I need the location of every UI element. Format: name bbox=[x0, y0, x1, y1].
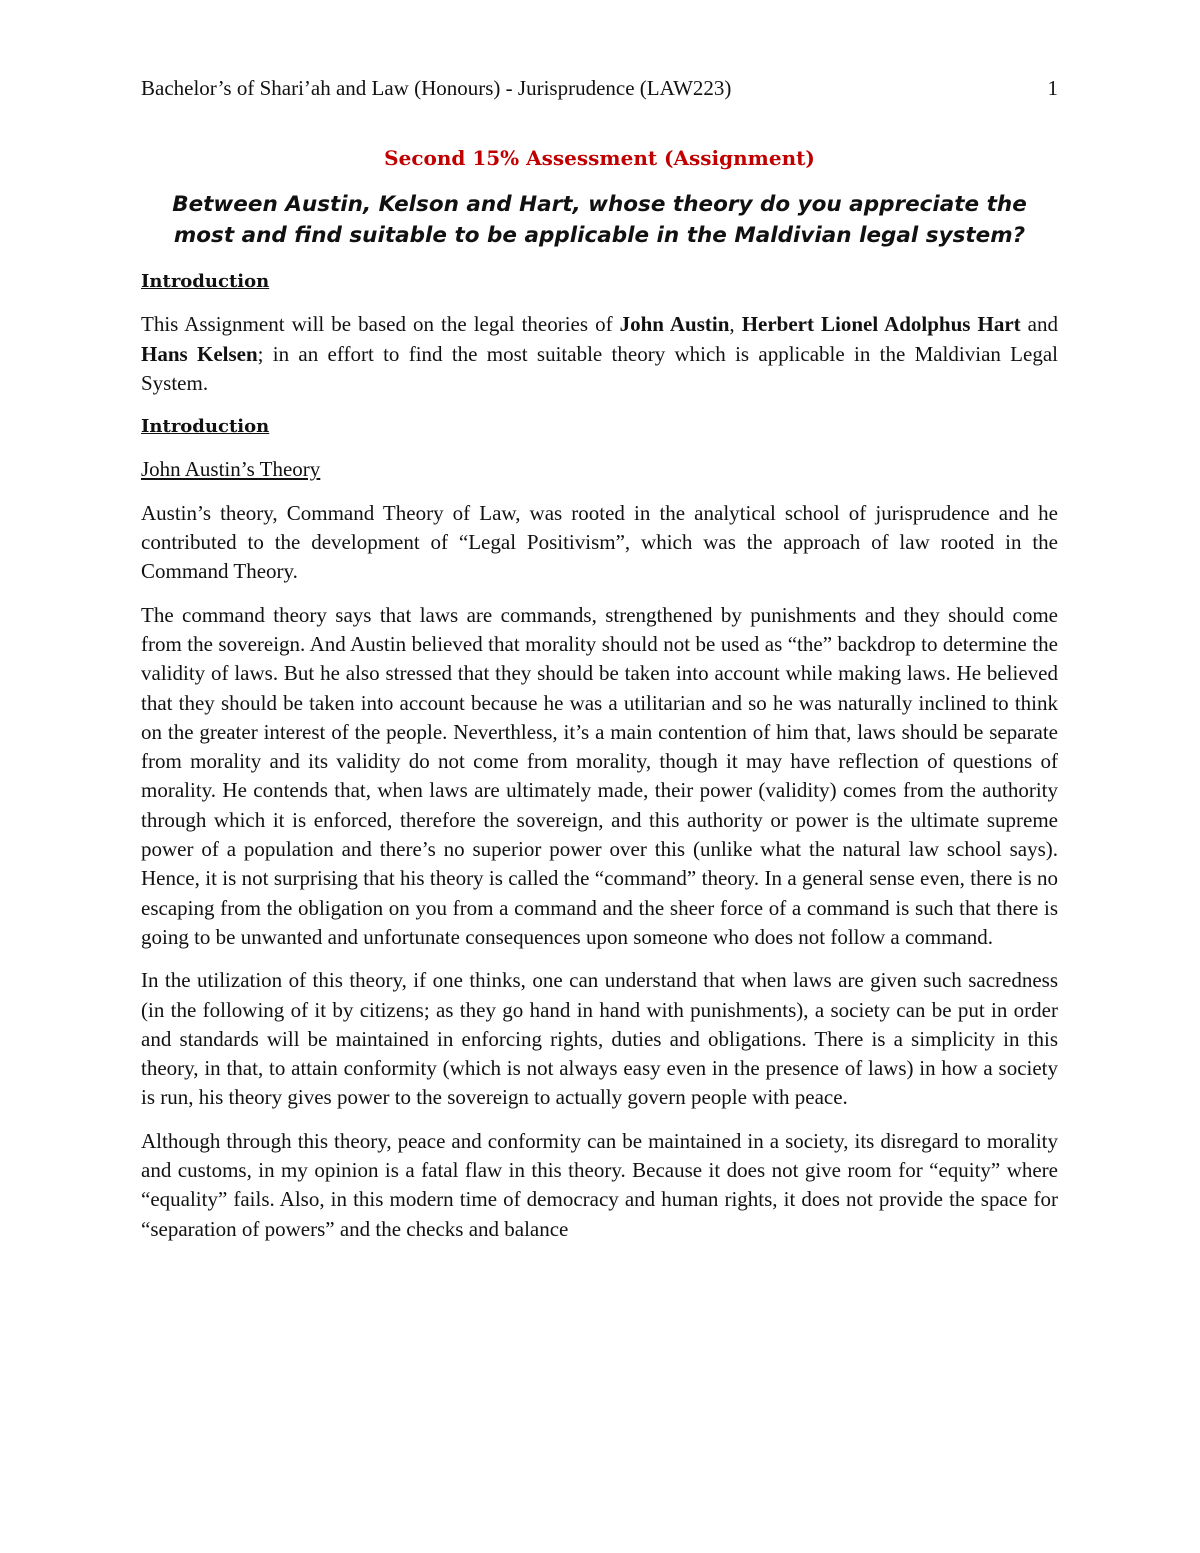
running-title: Bachelor’s of Shari’ah and Law (Honours) - Jurisprudence (LAW223) bbox=[141, 76, 732, 100]
body-paragraph: Austin’s theory, Command Theory of Law, was rooted in the analytical school of jurisprudence and he contributed to the development of “Legal Positivism”, which was the approach of law rooted in the Command Theory. bbox=[141, 500, 1058, 584]
subheading-austin-theory: John Austin’s Theory bbox=[141, 457, 321, 482]
intro-text-3: and bbox=[1020, 312, 1058, 337]
intro-name-austin: John Austin bbox=[619, 312, 730, 337]
intro-text-1: This Assignment will be based on the legal theories of bbox=[141, 312, 620, 337]
assignment-question: Between Austin, Kelson and Hart, whose theory do you appreciate the most and find suitable to be applicable in the Maldivian legal system? bbox=[172, 192, 1027, 248]
page-number: 1 bbox=[1047, 76, 1058, 100]
document-body bbox=[141, 140, 1058, 1258]
intro-text-4: ; in an effort to find the most suitable theory which is applicable in the Maldivian Legal System. bbox=[141, 341, 1058, 395]
intro-paragraph bbox=[141, 310, 1058, 398]
page-header bbox=[141, 74, 1058, 102]
intro-name-hart: Herbert Lionel Adolphus Hart bbox=[741, 312, 1021, 337]
body-paragraph: In the utilization of this theory, if one thinks, one can understand that when laws are given such sacredness (in the following of it by citizens; as they go hand in hand with punishments), a society can be put in order and standards will be maintained in enforcing rights, duties and obligations. There is a simplicity in this theory, in that, to attain conformity (which is not always easy even in the presence of laws) in how a society is run, his theory gives power to the sovereign to actually govern people with peace. bbox=[141, 968, 1058, 1110]
intro-name-kelsen: Hans Kelsen bbox=[141, 341, 258, 366]
intro-text-2: , bbox=[729, 312, 742, 337]
section-heading-introduction: Introduction bbox=[141, 271, 270, 292]
section-heading-introduction-2: Introduction bbox=[141, 416, 270, 438]
assignment-title: Second 15% Assessment (Assignment) bbox=[384, 146, 815, 170]
body-paragraph: The command theory says that laws are commands, strengthened by punishments and they should come from the sovereign. And Austin believed that morality should not be used as “the” backdrop to determine the validity of laws. But he also stressed that they should be taken into account while making laws. He believed that they should be taken into account because he was a utilitarian and so he was naturally inclined to think on the greater interest of the people. Neverthless, it’s a main contention of him that, laws should be separate from morality and its validity do not come from morality, though it may have reflection of questions of morality. He contends that, when laws are ultimately made, their power (validity) comes from the authority through which it is enforced, therefore the sovereign, and this authority or power is the ultimate supreme power of a population and there’s no superior power over this (unlike what the natural law school says). Hence, it is not surprising that his theory is called the “command” theory. In a general sense even, there is no escaping from the obligation on you from a command and the sheer force of a command is such that there is going to be unwanted and unfortunate consequences upon someone who does not follow a command. bbox=[141, 602, 1058, 949]
body-paragraph: Although through this theory, peace and conformity can be maintained in a society, its disregard to morality and customs, in my opinion is a fatal flaw in this theory. Because it does not give room for “equity” where “equality” fails. Also, in this modern time of democracy and human rights, it does not provide the space for “separation of powers” and the checks and balance bbox=[141, 1128, 1058, 1241]
